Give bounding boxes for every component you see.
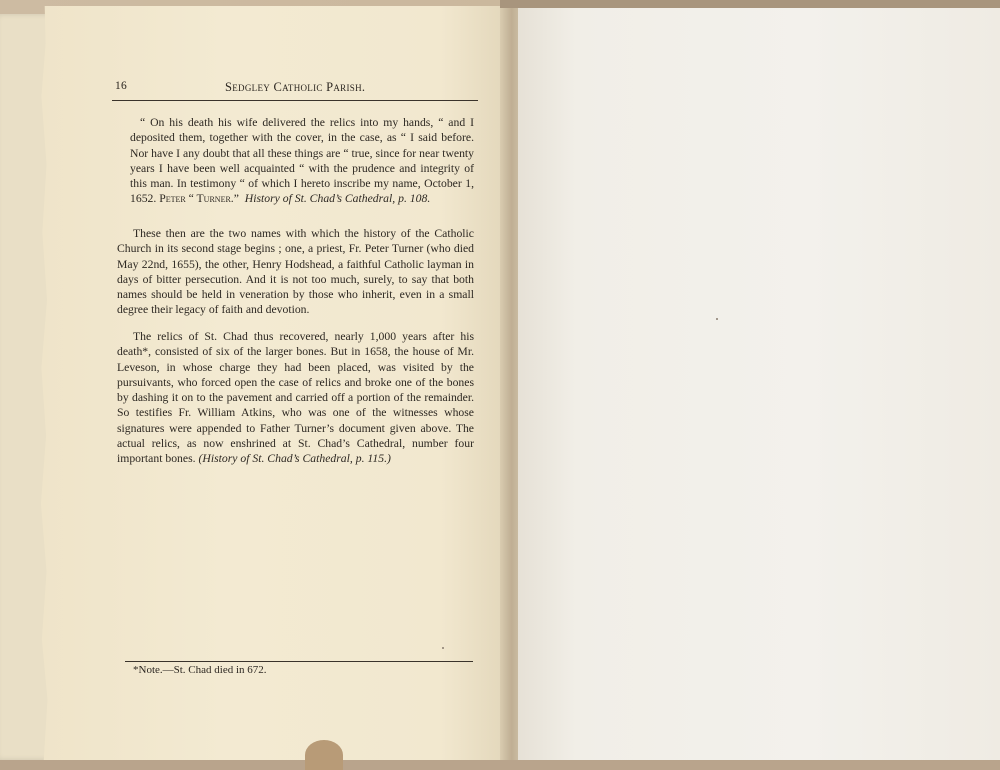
signature-first: Peter	[159, 192, 186, 206]
quoted-testimony	[130, 115, 474, 207]
running-head: Sedgley Catholic Parish.	[225, 80, 366, 94]
page-header	[115, 80, 475, 98]
quote-line: “ On his death his wife delivered the relics into my hands,	[140, 116, 434, 129]
header-rule	[112, 100, 478, 101]
bookmark-tab	[305, 740, 343, 770]
relics-citation: (History of St. Chad’s Cathedral, p. 115.)	[198, 452, 391, 466]
quote-line: “ with the prudence and integrity of this man. In testimony	[130, 161, 475, 191]
paragraph-two-names: These then are the two names with which the history of the Catholic Church in its second stage begins ; one, a priest, Fr. Peter Turner (who died May 22nd, 1655), the other, Henry Hodshead, a faithful Catholic layman in days of bitter persecution. And it is not too much, surely, to say that both names should be held in veneration by those who inherit, even in a small degree their legacy of faith and devotion.	[117, 227, 474, 317]
page-number: 16	[115, 80, 128, 92]
quote-line: “ true, since for near twenty years I have been well acquainted	[130, 146, 475, 175]
paper-speck	[442, 647, 444, 649]
quote-line: “ I said before. Nor have I any doubt that all these things are	[130, 131, 474, 160]
paper-speck	[716, 318, 718, 320]
signature-last: “ Turner.”	[188, 192, 239, 206]
quote-line: “ and I deposited them, together with the cover, in the case, as	[130, 116, 474, 145]
quote-citation: History of St. Chad’s Cathedral, p. 108.	[244, 192, 431, 206]
footnote-rule	[125, 661, 473, 662]
right-page-blank	[518, 6, 1000, 760]
paragraph-relics-text: The relics of St. Chad thus recovered, nearly 1,000 years after his death*, consisted of six of the larger bones. But in 1658, the house of Mr. Leveson, in whose charge they had been placed, was visited by the pursuivants, who forced open the case of relics and broke one of the bones by dashing it on to the pavement and carried off a portion of the remainder. So testifies Fr. William Atkins, who was one of the witnesses whose signatures were appended to Father Turner’s document given above. The actual relics, as now enshrined at St. Chad’s Cathedral, number four important bones.	[117, 330, 474, 466]
quote-line: “ of which I hereto inscribe my name, October 1, 1652.	[130, 177, 474, 206]
paragraph-relics	[117, 329, 474, 467]
footnote: *Note.—St. Chad died in 672.	[133, 664, 267, 676]
scan-top-edge	[500, 0, 1000, 8]
